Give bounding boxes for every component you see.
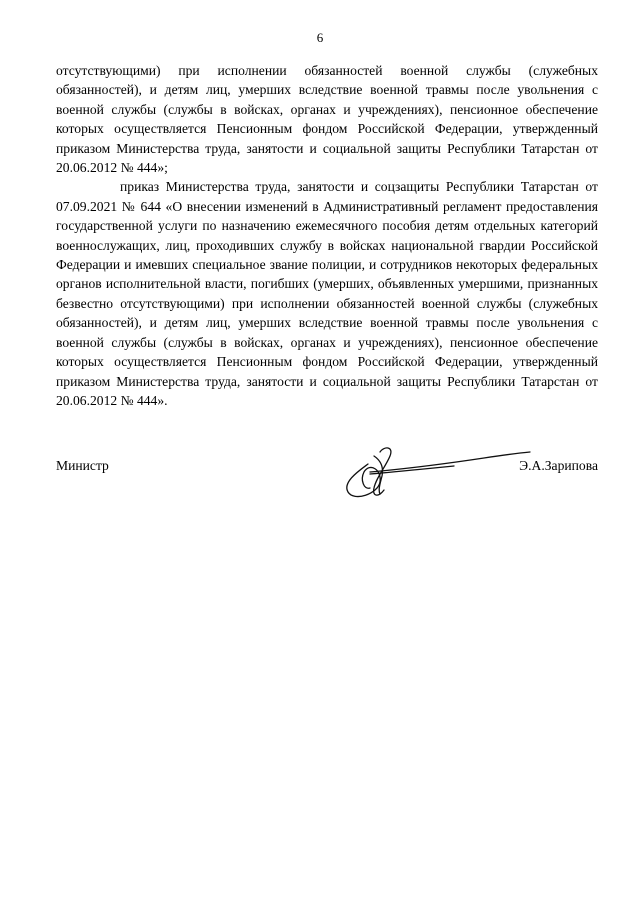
signatory-title: Министр (56, 458, 109, 473)
page-number: 6 (316, 30, 324, 45)
signature-block (56, 456, 598, 516)
signatory-name: Э.А.Зарипова (519, 458, 598, 473)
paragraph-order-reference: приказ Министерства труда, занятости и соцзащиты Республики Татарстан от 07.09.2021 № 644 «О внесении изменений в Административный регламент предоставления государственной услуги по назначению ежемесячного пособия детям отдельных категорий военнослужащих, лиц, проходивших службу в войсках национальной гвардии Российской Федерации и имевших специальное звание полиции, и сотрудников некоторых федеральных органов исполнительной власти, погибших (умерших, объявленных умершими, признанных безвестно отсутствующими) при исполнении обязанностей военной службы (служебных обязанностей), и детям лиц, умерших вследствие военной травмы после увольнения с военной службы (службы в войсках, органах и учреждениях), пенсионное обеспечение которых осуществляется Пенсионным фондом Российской Федерации, утвержденный приказом Министерства труда, занятости и социальной защиты Республики Татарстан от 20.06.2012 № 444». (56, 179, 598, 408)
handwritten-signature (334, 442, 534, 506)
document-body (56, 61, 598, 410)
paragraph-continuation: отсутствующими) при исполнении обязанностей военной службы (служебных обязанностей), и детям лиц, умерших вследствие военной травмы после увольнения с военной службы (службы в войсках, органах и учреждениях), пенсионное обеспечение которых осуществляется Пенсионным фондом Российской Федерации, утвержденный приказом Министерства труда, занятости и социальной защиты Республики Татарстан от 20.06.2012 № 444»; (56, 63, 598, 176)
